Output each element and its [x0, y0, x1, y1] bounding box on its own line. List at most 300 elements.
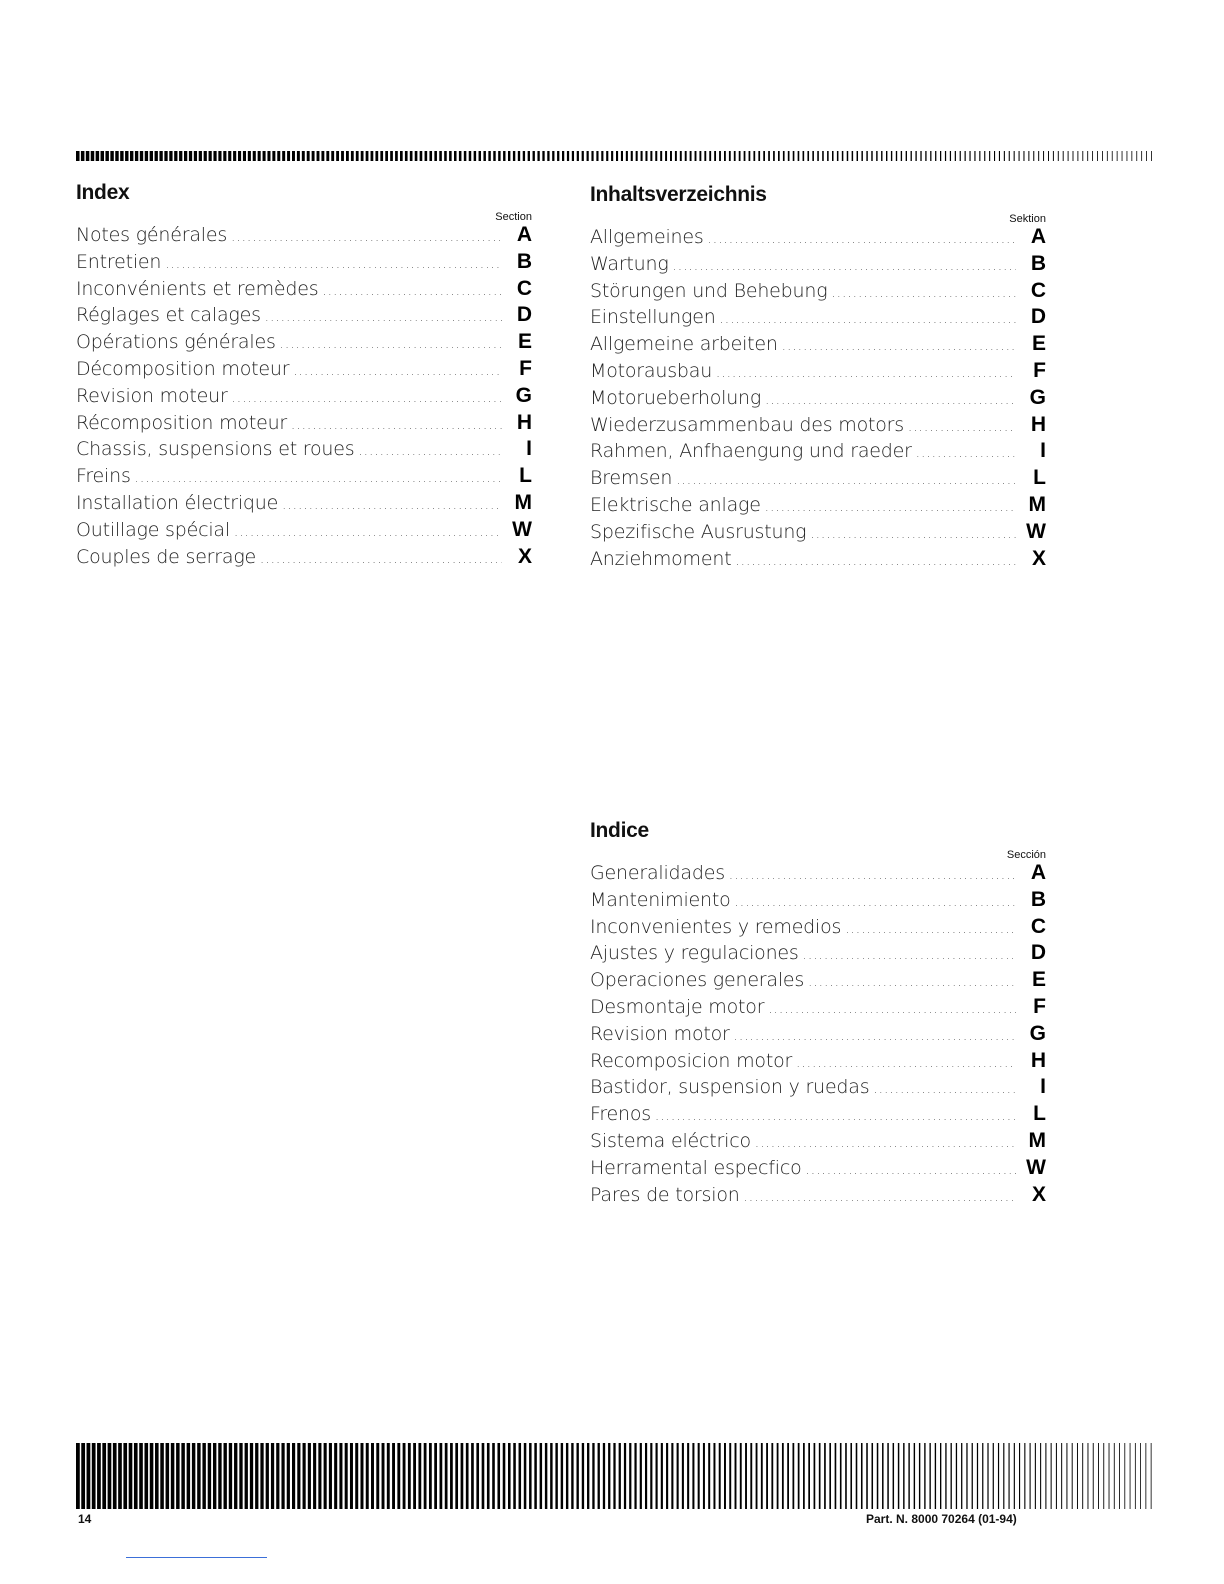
- bar-tick: [914, 1443, 915, 1509]
- bar-tick: [1019, 151, 1020, 161]
- bar-tick: [382, 1443, 385, 1509]
- entry-label: Outillage spécial: [76, 518, 230, 541]
- bar-tick: [361, 151, 364, 161]
- bar-tick: [1107, 151, 1108, 161]
- bar-tick: [303, 1443, 306, 1509]
- bar-tick: [680, 151, 682, 161]
- bar-tick: [120, 151, 123, 161]
- bar-tick: [845, 1443, 847, 1509]
- bar-tick: [803, 1443, 805, 1509]
- bar-tick: [1093, 1443, 1094, 1509]
- bar-tick: [1131, 151, 1132, 161]
- bar-tick: [209, 151, 212, 161]
- bar-tick: [1072, 1443, 1073, 1509]
- bar-tick: [601, 151, 603, 161]
- bar-tick: [415, 151, 418, 161]
- bar-tick: [317, 151, 320, 161]
- dot-leader: [232, 391, 502, 406]
- section-column-label: Sektion: [1009, 213, 1046, 225]
- bar-tick: [763, 151, 765, 161]
- bar-tick: [866, 1443, 868, 1509]
- bar-tick: [619, 1443, 621, 1509]
- bar-tick: [877, 1443, 879, 1509]
- bar-tick: [670, 151, 672, 161]
- bar-tick: [118, 1443, 122, 1509]
- toc-entry: [590, 995, 1046, 1022]
- bar-tick: [557, 151, 559, 161]
- bar-tick: [392, 1443, 395, 1509]
- top-gradient-bar: [76, 151, 1156, 161]
- entry-label: Notes générales: [76, 224, 228, 246]
- dot-leader: [782, 339, 1016, 354]
- entry-label: Spezifische Ausrustung: [590, 520, 807, 543]
- bar-tick: [561, 1443, 563, 1509]
- toc-entries: [590, 861, 1046, 1209]
- toc-entry: [590, 359, 1046, 386]
- bar-tick: [690, 151, 692, 161]
- bar-tick: [144, 1443, 148, 1509]
- toc-french: [76, 181, 532, 571]
- bar-tick: [266, 1443, 269, 1509]
- entry-label: Chassis, suspensions et roues: [76, 438, 355, 461]
- bar-tick: [940, 151, 941, 161]
- bar-tick: [945, 1443, 946, 1509]
- bar-tick: [101, 151, 104, 161]
- dot-leader: [165, 257, 502, 272]
- bar-tick: [562, 151, 564, 161]
- bar-tick: [675, 151, 677, 161]
- entry-label: Freins: [76, 465, 131, 488]
- toc-entry: [76, 303, 532, 330]
- bar-tick: [413, 1443, 416, 1509]
- bar-tick: [518, 151, 520, 161]
- bar-tick: [876, 151, 877, 161]
- toc-entry: [590, 386, 1046, 413]
- bar-tick: [245, 1443, 248, 1509]
- bar-tick: [455, 1443, 458, 1509]
- bar-tick: [840, 1443, 842, 1509]
- entry-section-letter: G: [515, 383, 532, 407]
- bar-tick: [271, 1443, 274, 1509]
- bar-tick: [1009, 151, 1010, 161]
- bar-tick: [1136, 151, 1137, 161]
- entry-label: Installation électrique: [76, 491, 279, 514]
- bar-tick: [96, 151, 99, 161]
- bar-tick: [803, 151, 805, 161]
- bar-tick: [1077, 1443, 1078, 1509]
- bar-tick: [783, 151, 785, 161]
- bar-tick: [380, 151, 383, 161]
- toc-title: Inhaltsverzeichnis: [590, 183, 767, 206]
- bar-tick: [1141, 151, 1142, 161]
- bar-tick: [817, 151, 819, 161]
- bar-tick: [351, 151, 354, 161]
- toc-entry: [76, 223, 532, 250]
- dot-leader: [808, 975, 1016, 990]
- bar-tick: [891, 151, 892, 161]
- bar-tick: [861, 151, 862, 161]
- bar-tick: [814, 1443, 816, 1509]
- bar-tick: [887, 1443, 888, 1509]
- bar-tick: [1014, 151, 1015, 161]
- bar-tick: [356, 151, 359, 161]
- bar-tick: [243, 151, 246, 161]
- toc-entry: [590, 252, 1046, 279]
- entry-label: Desmontaje motor: [590, 995, 765, 1018]
- entry-section-letter: W: [1026, 1155, 1046, 1179]
- bar-tick: [272, 151, 275, 161]
- bar-tick: [972, 1443, 973, 1509]
- bar-tick: [698, 1443, 700, 1509]
- bar-tick: [1103, 1443, 1104, 1509]
- bar-tick: [408, 1443, 411, 1509]
- dot-leader: [322, 284, 502, 299]
- bar-tick: [704, 151, 706, 161]
- toc-german: [590, 183, 1046, 573]
- bar-tick: [110, 151, 113, 161]
- bar-tick: [189, 151, 192, 161]
- bar-tick: [1063, 151, 1064, 161]
- bar-tick: [429, 151, 432, 161]
- bar-tick: [1097, 151, 1098, 161]
- bar-tick: [218, 151, 221, 161]
- bar-tick: [503, 1443, 506, 1509]
- bar-tick: [277, 151, 280, 161]
- bar-tick: [366, 151, 369, 161]
- bar-tick: [418, 1443, 421, 1509]
- bar-tick: [390, 151, 393, 161]
- toc-entry: [76, 518, 532, 545]
- bar-tick: [749, 151, 751, 161]
- bar-tick: [650, 1443, 652, 1509]
- entry-label: Störungen und Behebung: [590, 279, 828, 302]
- bar-tick: [608, 1443, 610, 1509]
- dot-leader: [908, 420, 1016, 435]
- bar-tick: [113, 1443, 117, 1509]
- dot-leader: [655, 1109, 1016, 1124]
- entry-section-letter: D: [1030, 941, 1046, 965]
- bar-tick: [76, 1443, 80, 1509]
- bar-tick: [1145, 1443, 1146, 1509]
- bar-tick: [533, 151, 535, 161]
- bar-tick: [773, 151, 775, 161]
- toc-entry: [76, 330, 532, 357]
- bar-tick: [324, 1443, 327, 1509]
- bar-tick: [677, 1443, 679, 1509]
- bar-tick: [229, 1443, 232, 1509]
- bar-tick: [545, 1443, 547, 1509]
- entry-label: Sistema eléctrico: [590, 1129, 751, 1152]
- toc-entry: [590, 1183, 1046, 1210]
- bar-tick: [321, 151, 324, 161]
- entry-section-letter: E: [1031, 968, 1046, 992]
- bar-tick: [102, 1443, 106, 1509]
- bar-tick: [199, 151, 202, 161]
- bar-tick: [1023, 151, 1024, 161]
- bar-tick: [685, 151, 687, 161]
- bar-tick: [1124, 1443, 1125, 1509]
- bar-tick: [856, 1443, 858, 1509]
- dot-leader: [231, 230, 502, 245]
- toc-entry: [590, 1075, 1046, 1102]
- bar-tick: [488, 151, 490, 161]
- bar-tick: [169, 151, 172, 161]
- bar-tick: [572, 151, 574, 161]
- bar-tick: [901, 151, 902, 161]
- bar-tick: [925, 151, 926, 161]
- bar-tick: [708, 1443, 710, 1509]
- bar-tick: [91, 151, 95, 161]
- bar-tick: [1092, 151, 1093, 161]
- bar-tick: [508, 1443, 511, 1509]
- bar-tick: [692, 1443, 694, 1509]
- bar-tick: [123, 1443, 127, 1509]
- bar-tick: [97, 1443, 101, 1509]
- bar-tick: [218, 1443, 221, 1509]
- toc-entry: [590, 413, 1046, 440]
- dot-leader: [260, 552, 502, 567]
- bar-tick: [793, 151, 795, 161]
- bar-tick: [471, 1443, 474, 1509]
- bar-tick: [719, 1443, 721, 1509]
- bar-tick: [750, 1443, 752, 1509]
- bar-tick: [492, 1443, 495, 1509]
- entry-label: Revision motor: [590, 1022, 730, 1045]
- bar-tick: [434, 151, 437, 161]
- bar-tick: [1061, 1443, 1062, 1509]
- bar-tick: [234, 1443, 237, 1509]
- bar-tick: [661, 1443, 663, 1509]
- entry-section-letter: A: [516, 223, 532, 246]
- bar-tick: [513, 151, 515, 161]
- bar-tick: [395, 151, 398, 161]
- entry-section-letter: B: [516, 249, 532, 273]
- bar-tick: [228, 151, 231, 161]
- bar-tick: [974, 151, 975, 161]
- bar-tick: [994, 151, 995, 161]
- bar-tick: [105, 151, 108, 161]
- bar-tick: [835, 1443, 837, 1509]
- bar-tick: [248, 151, 251, 161]
- bar-tick: [893, 1443, 894, 1509]
- dot-leader: [744, 1190, 1016, 1205]
- toc-entry: [76, 357, 532, 384]
- entry-section-letter: M: [1028, 492, 1046, 516]
- entry-section-letter: W: [1026, 519, 1046, 543]
- bar-tick: [318, 1443, 321, 1509]
- bar-tick: [1033, 151, 1034, 161]
- entry-label: Couples de serrage: [76, 545, 257, 568]
- bar-tick: [302, 151, 305, 161]
- bar-tick: [1114, 1443, 1115, 1509]
- toc-entry: [76, 384, 532, 411]
- bar-tick: [655, 151, 657, 161]
- dot-leader: [810, 527, 1016, 542]
- bar-tick: [1038, 151, 1039, 161]
- bar-tick: [603, 1443, 605, 1509]
- bar-tick: [86, 151, 90, 161]
- bar-tick: [449, 151, 452, 161]
- bar-tick: [1053, 151, 1054, 161]
- bar-tick: [695, 151, 697, 161]
- toc-entry: [76, 464, 532, 491]
- bar-tick: [758, 151, 760, 161]
- bar-tick: [134, 1443, 138, 1509]
- bar-tick: [155, 1443, 159, 1509]
- bar-tick: [660, 151, 662, 161]
- toc-entry: [76, 491, 532, 518]
- dot-leader: [358, 444, 502, 459]
- toc-entry: [590, 1022, 1046, 1049]
- bar-tick: [636, 151, 638, 161]
- dot-leader: [282, 498, 502, 513]
- dot-leader: [806, 1163, 1016, 1178]
- bar-tick: [861, 1443, 863, 1509]
- bar-tick: [729, 1443, 731, 1509]
- dot-leader: [768, 1002, 1016, 1017]
- bar-tick: [255, 1443, 258, 1509]
- entry-section-letter: I: [1040, 1075, 1046, 1099]
- dot-leader: [708, 232, 1016, 247]
- bar-tick: [130, 151, 133, 161]
- bar-tick: [857, 151, 858, 161]
- dot-leader: [831, 286, 1016, 301]
- bar-tick: [1098, 1443, 1099, 1509]
- entry-section-letter: M: [514, 490, 532, 514]
- bar-tick: [223, 151, 226, 161]
- bar-tick: [387, 1443, 390, 1509]
- bar-tick: [224, 1443, 227, 1509]
- bar-tick: [176, 1443, 180, 1509]
- bar-tick: [631, 151, 633, 161]
- dot-leader: [234, 525, 502, 540]
- bar-tick: [950, 151, 951, 161]
- bar-tick: [454, 151, 457, 161]
- bar-tick: [439, 151, 442, 161]
- bar-tick: [1082, 151, 1083, 161]
- bar-tick: [1028, 151, 1029, 161]
- toc-entry: [590, 520, 1046, 547]
- bar-tick: [360, 1443, 363, 1509]
- bar-tick: [753, 151, 755, 161]
- bar-tick: [724, 151, 726, 161]
- toc-spanish: [590, 819, 1046, 1209]
- bar-tick: [1058, 151, 1059, 161]
- bar-tick: [591, 151, 593, 161]
- bar-tick: [519, 1443, 522, 1509]
- bar-tick: [171, 1443, 175, 1509]
- bar-tick: [345, 1443, 348, 1509]
- bar-tick: [598, 1443, 600, 1509]
- bar-tick: [1151, 151, 1152, 161]
- bar-tick: [960, 151, 961, 161]
- bar-tick: [882, 1443, 884, 1509]
- entry-label: Pares de torsion: [590, 1183, 740, 1206]
- bar-tick: [965, 151, 966, 161]
- bar-tick: [745, 1443, 747, 1509]
- bar-tick: [476, 1443, 479, 1509]
- entry-section-letter: E: [517, 330, 532, 354]
- dot-leader: [293, 364, 502, 379]
- bar-tick: [550, 1443, 552, 1509]
- bar-tick: [611, 151, 613, 161]
- bar-tick: [906, 151, 907, 161]
- bar-tick: [76, 151, 80, 161]
- bar-tick: [187, 1443, 190, 1509]
- dot-leader: [734, 1029, 1016, 1044]
- entry-section-letter: X: [1031, 546, 1046, 570]
- bar-tick: [850, 1443, 852, 1509]
- entry-section-letter: C: [516, 276, 532, 300]
- bar-tick: [287, 1443, 290, 1509]
- bar-tick: [766, 1443, 768, 1509]
- bar-tick: [999, 151, 1000, 161]
- entry-section-letter: G: [1029, 385, 1046, 409]
- dot-leader: [735, 895, 1016, 910]
- bar-tick: [1077, 151, 1078, 161]
- toc-title: Index: [76, 181, 130, 204]
- toc-entry: [590, 968, 1046, 995]
- bar-tick: [440, 1443, 443, 1509]
- bar-tick: [827, 151, 829, 161]
- bar-tick: [444, 151, 447, 161]
- bar-tick: [713, 1443, 715, 1509]
- bar-tick: [979, 151, 980, 161]
- entry-section-letter: X: [1031, 1182, 1046, 1206]
- bar-tick: [756, 1443, 758, 1509]
- bar-tick: [616, 151, 618, 161]
- bar-tick: [292, 1443, 295, 1509]
- entry-section-letter: F: [1033, 358, 1046, 382]
- bar-tick: [872, 1443, 874, 1509]
- bar-tick: [819, 1443, 821, 1509]
- dot-leader: [729, 868, 1016, 883]
- toc-title: Indice: [590, 819, 649, 842]
- bar-tick: [528, 151, 530, 161]
- entry-section-letter: W: [512, 517, 532, 541]
- bar-tick: [459, 151, 462, 161]
- bar-tick: [466, 1443, 469, 1509]
- entry-label: Mantenimiento: [590, 888, 731, 911]
- bar-tick: [87, 1443, 91, 1509]
- entry-label: Ajustes y regulaciones: [590, 942, 799, 965]
- bar-tick: [1122, 151, 1123, 161]
- toc-entries: [76, 223, 532, 571]
- bar-tick: [397, 1443, 400, 1509]
- bar-tick: [534, 1443, 536, 1509]
- bar-tick: [951, 1443, 952, 1509]
- bar-tick: [313, 1443, 316, 1509]
- bar-tick: [1119, 1443, 1120, 1509]
- bar-tick: [1003, 1443, 1004, 1509]
- bar-tick: [993, 1443, 994, 1509]
- toc-entry: [590, 1156, 1046, 1183]
- bar-tick: [645, 1443, 647, 1509]
- bar-tick: [326, 151, 329, 161]
- bar-tick: [331, 151, 334, 161]
- bar-tick: [145, 151, 148, 161]
- bar-tick: [734, 151, 736, 161]
- bar-tick: [483, 151, 485, 161]
- entry-section-letter: L: [1033, 1102, 1046, 1126]
- bar-tick: [1112, 151, 1113, 161]
- dot-leader: [916, 446, 1016, 461]
- link-underline: [126, 1557, 267, 1558]
- bar-tick: [181, 1443, 184, 1509]
- bar-tick: [155, 151, 158, 161]
- bar-tick: [1068, 151, 1069, 161]
- entry-section-letter: H: [516, 410, 532, 434]
